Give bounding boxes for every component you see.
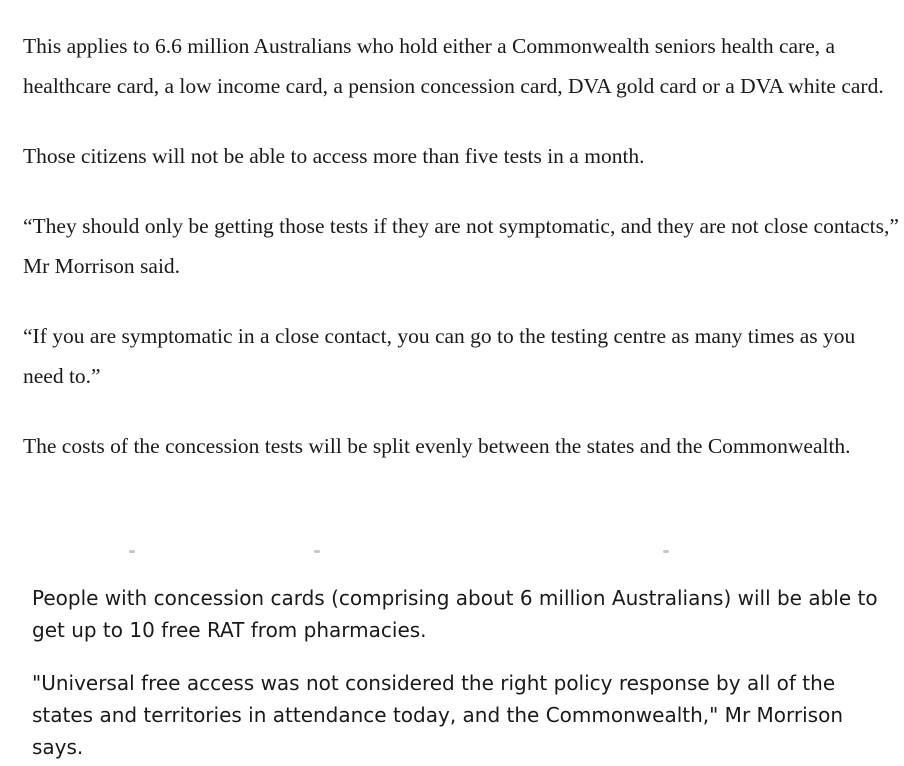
article-paragraph: “They should only be getting those tests if they are not symptomatic, and they are not close contacts,” Mr Morrison said. (23, 214, 899, 278)
section-divider (0, 550, 904, 556)
divider-dot (129, 550, 135, 553)
article-paragraph: The costs of the concession tests will be split evenly between the states and the Commonwealth. (23, 434, 851, 458)
live-post-paragraph: "Universal free access was not considered the right policy response by all of the states and territories in attendance today, and the Commonwealth," Mr Morrison says. (32, 671, 843, 759)
live-blog-post (32, 582, 892, 763)
article-paragraph: Those citizens will not be able to access more than five tests in a month. (23, 144, 645, 168)
article-paragraph: This applies to 6.6 million Australians who hold either a Commonwealth seniors health care, a healthcare card, a low income card, a pension concession card, DVA gold card or a DVA white card. (23, 34, 884, 98)
divider-dot (663, 550, 669, 553)
divider-dot (314, 550, 320, 553)
article-paragraph: “If you are symptomatic in a close contact, you can go to the testing centre as many times as you need to.” (23, 324, 856, 388)
article-body (23, 26, 901, 466)
live-post-paragraph: People with concession cards (comprising about 6 million Australians) will be able to get up to 10 free RAT from pharmacies. (32, 586, 878, 642)
